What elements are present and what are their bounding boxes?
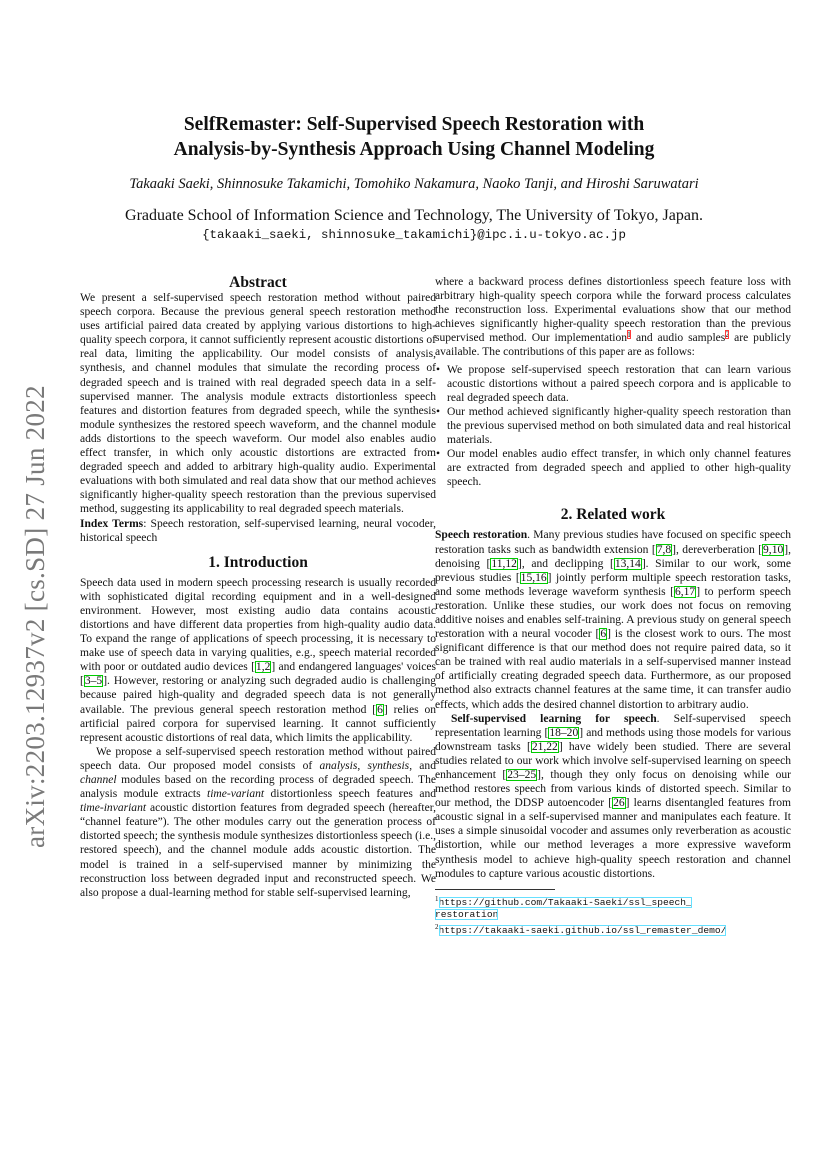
intro-text: relies on artificial paired corpora for supervised learning. It cannot sufficiently represent acoustic distortions of real data, which limits the applicability.: [80, 703, 436, 744]
intro-text: where a backward process defines distortionless speech feature loss with arbitrary high-quality speech corpora while the forward process calculates the reconstruction loss. Experimental evaluations show that our method achieves significantly higher-quality speech restoration than the previous supervised method. Our implementation: [435, 276, 791, 345]
citation-link[interactable]: 1,2: [255, 661, 271, 674]
related-text: , and declipping: [521, 557, 610, 570]
affiliation: Graduate School of Information Science and Technology, The University of Tokyo, Japan.: [125, 207, 703, 224]
emphasis-analysis: analysis: [319, 759, 358, 772]
intro-paragraph-2: [80, 745, 436, 900]
related-text: , denoising: [435, 543, 791, 570]
related-text: is the closest work to ours. The most significant difference is that our method does not require paired data, so it can be trained with real audio materials in a self-supervised manner instead of artificially creating degraded speech data. Furthermore, as our proposed method also extracts channel features at the same time, it can transfer audio effects, which adds the desired channel distortion to arbitrary audio.: [435, 628, 791, 711]
contribution-item: • Our method achieved significantly higher-quality speech restoration than the previous supervised method on both simulated data and real historical materials.: [447, 405, 791, 447]
related-paragraph-1: Speech restoration. Many previous studies have focused on specific speech restoration tasks such as bandwidth extension [7,8], dereverberation [9,10], denoising [11,12], and declipping [13,14]. Similar to our work, some previous studies [15,16] jointly perform multiple speech restoration tasks, and some methods leverage waveform synthesis [6,17] to perform speech restoration. Unlike these studies, our work does not focus on removing additive noises and enables self-training. A previous study on general speech restoration with a neural vocoder [6] is the closest work to ours. The most significant difference is that our method does not require paired data, so it can be trained with real audio materials in a self-supervised manner instead of artificially creating degraded speech data. Furthermore, as our proposed method also extracts channel features at the same time, it can transfer audio effects, which adds the desired channel distortion to arbitrary audio.: [435, 529, 792, 711]
intro-text: , and: [409, 759, 436, 772]
index-terms-text: : Speech restoration, self-supervised learning, neural vocoder, historical speech: [80, 517, 436, 544]
intro-continuation: [435, 275, 791, 360]
related-text: have widely been studied. There are several studies related to our work which involve self-supervised learning on speech enhancement: [435, 740, 791, 781]
title-line-2: Analysis-by-Synthesis Approach Using Channel Modeling: [173, 139, 655, 160]
footnote-2: [435, 921, 791, 937]
related-paragraph-2: Self-supervised learning for speech. Self-supervised speech representation learning [18–20] and methods using those models for various downstream tasks [21,22] have widely been studied. There are several studies related to our work which involve self-supervised learning on speech enhancement [23–25], though they only focus on denoising while our method restores speech from various kinds of distorted speech. Similar to our method, the DDSP autoencoder [26] learns disentangled features from acoustic signal in a self-supervised manner and manipulates each feature. It uses a simple sinusoidal vocoder and assumes only reverberation as acoustic distortion, while our method leverages a more expressive waveform synthesis model to achieve high-quality speech restoration and channel modules to capture various acoustic distortions.: [435, 712, 792, 880]
abstract-heading: Abstract: [229, 274, 287, 291]
citation-link[interactable]: 3–5: [84, 675, 103, 688]
footnote-1: [435, 893, 791, 921]
citation-link[interactable]: 26: [613, 797, 625, 810]
paragraph-label-self-supervised: Self-supervised learning for speech: [451, 712, 657, 725]
footnote-url-link[interactable]: https://github.com/Takaaki-Saeki/ssl_speech_: [438, 896, 692, 908]
citation-link[interactable]: 15,16: [520, 571, 547, 584]
intro-text: acoustic distortion features from degraded speech (hereafter, “channel feature”). The other modules carry out the generation process of distorted speech; the synthesis module synthesizes distortionless speech (i.e., restored speech), and the channel module adds acoustic distortion. The model is trained in a self-supervised manner by minimizing the reconstruction loss between degraded input and reconstructed speech. We also propose a dual-learning method for stable self-supervised learning,: [80, 802, 436, 899]
related-text: , dereverberation: [675, 543, 759, 556]
footnote-mark: 1: [435, 894, 439, 903]
related-text: learns disentangled features from acoustic signal in a self-supervised manner and manipulates each feature. It uses a simple sinusoidal vocoder and assumes only reverberation as acoustic distortion, while our method leverages a more expressive waveform synthesis model to achieve high-quality speech restoration and channel modules to capture various acoustic distortions.: [435, 797, 792, 880]
related-text: and methods using those models for various downstream tasks: [435, 726, 791, 753]
intro-text: We propose a self-supervised speech restoration method without paired speech data. Our proposed model consists of: [80, 745, 436, 772]
intro-text: distortionless speech features and: [264, 788, 436, 801]
intro-text: are publicly available. The contributions of this paper are as follows:: [435, 332, 792, 359]
citation-link[interactable]: 6: [600, 628, 607, 641]
citation-link[interactable]: 9,10: [763, 543, 784, 556]
intro-text: and endangered languages' voices: [275, 661, 436, 674]
paragraph-label-speech-restoration: Speech restoration: [435, 529, 528, 542]
citation-link[interactable]: 7,8: [656, 543, 672, 556]
footnote-url-link[interactable]: restoration: [435, 908, 499, 920]
intro-text: . However, restoring or analyzing such degraded audio is challenging because paired high-quality and degraded speech data is not generally available. The previous general speech restoration method: [80, 675, 436, 716]
citation-link[interactable]: 18–20: [549, 726, 579, 739]
paper-header: [80, 112, 748, 242]
section-heading-related-work: 2. Related work: [560, 506, 666, 524]
author-list: Takaaki Saeki, Shinnosuke Takamichi, Tomohiko Nakamura, Naoko Tanji, and Hiroshi Saruwatari: [129, 176, 699, 192]
footnote-url-link[interactable]: https://takaaki-saeki.github.io/ssl_remaster_demo/: [438, 925, 727, 937]
emphasis-time-invariant: time-invariant: [80, 802, 147, 815]
email-address: {takaaki_saeki, shinnosuke_takamichi}@ipc.i.u-tokyo.ac.jp: [202, 228, 626, 242]
footnote-ref-1[interactable]: 1: [627, 329, 632, 339]
intro-text: Speech data used in modern speech processing research is usually recorded with sophisticated digital recording equipment and in a well-designed environment. However, most existing audio data contains acoustic distortions and have different data properties from high-quality audio data. To expand the range of applications of speech processing, it is necessary to make use of speech data in varying qualities, e.g., speech material recorded with poor or outdated audio devices: [80, 576, 436, 674]
paper-title: [80, 112, 748, 162]
related-text: . Similar to our work, some previous studies: [435, 557, 792, 584]
contribution-item: • Our model enables audio effect transfer, in which only channel features are extracted from degraded speech and applied to other high-quality speech.: [447, 447, 791, 489]
citation-link[interactable]: 23–25: [507, 769, 537, 781]
footnote-divider: [435, 889, 555, 890]
related-text: , though they only focus on denoising while our method restores speech from various kinds of distorted speech. Similar to our method, the DDSP autoencoder: [435, 769, 791, 810]
intro-text: ,: [357, 759, 368, 772]
intro-text: modules based on the recording process of degraded speech. The analysis module extracts: [80, 774, 436, 801]
index-terms: [80, 517, 436, 545]
footnote-ref-2[interactable]: 2: [725, 329, 730, 339]
left-column: [80, 275, 436, 900]
emphasis-synthesis: synthesis: [367, 759, 410, 772]
contribution-item: • We propose self-supervised speech restoration that can learn various acoustic distortions without a paired speech corpora and is applicable to real degraded speech data.: [447, 363, 791, 405]
citation-link[interactable]: 6: [377, 703, 383, 716]
emphasis-channel: channel: [80, 774, 117, 786]
citation-link[interactable]: 13,14: [614, 557, 641, 570]
citation-link[interactable]: 21,22: [531, 740, 558, 753]
related-text: jointly perform multiple speech restoration tasks, and some methods leverage waveform synthesis: [435, 571, 791, 598]
emphasis-time-variant: time-variant: [207, 788, 265, 801]
intro-paragraph-1: Speech data used in modern speech processing research is usually recorded with sophisticated digital recording equipment and in a well-designed environment. However, most existing audio data contains acoustic distortions and have different data properties from high-quality audio data. To expand the range of applications of speech processing, it is necessary to make use of speech data in varying qualities, e.g., speech material recorded with poor or outdated audio devices [1,2] and endangered languages' voices [3–5]. However, restoring or analyzing such degraded audio is challenging because paired high-quality and degraded speech data is not generally available. The previous general speech restoration method [6] relies on artificial paired corpora for supervised learning. It cannot sufficiently represent acoustic distortions of real data, which limits the applicability.: [80, 576, 436, 744]
contribution-list: [435, 363, 791, 490]
related-text: . Many previous studies have focused on specific speech restoration tasks such as bandwidth extension: [435, 529, 791, 556]
related-text: to perform speech restoration. Unlike these studies, our work does not focus on removing additive noises and enables self-training. A previous study on general speech restoration with a neural vocoder: [435, 585, 791, 641]
arxiv-identifier: arXiv:2203.12937v2 [cs.SD] 27 Jun 2022: [20, 385, 50, 848]
abstract-text: We present a self-supervised speech restoration method without paired speech corpora. Because the previous general speech restoration method uses artificial paired data created by applying various distortions to high-quality speech corpora, it cannot sufficiently represent acoustic distortions of real data, limiting the applicability. Our model consists of analysis, synthesis, and channel modules that simulate the recording process of degraded speech and is trained with real degraded speech data in a self-supervised manner. The analysis module extracts distortionless speech features and distortion features from degraded speech, while the synthesis module synthesizes the restored speech waveform, and the channel module adds distortions to the speech waveform. Our model also enables audio effect transfer, in which only acoustic distortions are extracted from degraded speech and added to arbitrary high-quality audio. Experimental evaluations with both simulated and real data show that our method achieves significantly higher-quality speech restoration than the previous supervised method, suggesting its applicability to real degraded speech materials.: [80, 292, 436, 516]
index-terms-label: Index Terms: [80, 517, 144, 530]
footnote-mark: 2: [435, 922, 439, 931]
intro-text: and audio samples: [631, 332, 726, 345]
right-column: [435, 275, 791, 937]
related-text: . Self-supervised speech representation learning: [435, 712, 792, 739]
section-heading-introduction: 1. Introduction: [208, 553, 308, 571]
title-line-1: SelfRemaster: Self-Supervised Speech Restoration with: [183, 114, 645, 135]
citation-link[interactable]: 11,12: [491, 557, 517, 570]
citation-link[interactable]: 6,17: [674, 585, 696, 598]
